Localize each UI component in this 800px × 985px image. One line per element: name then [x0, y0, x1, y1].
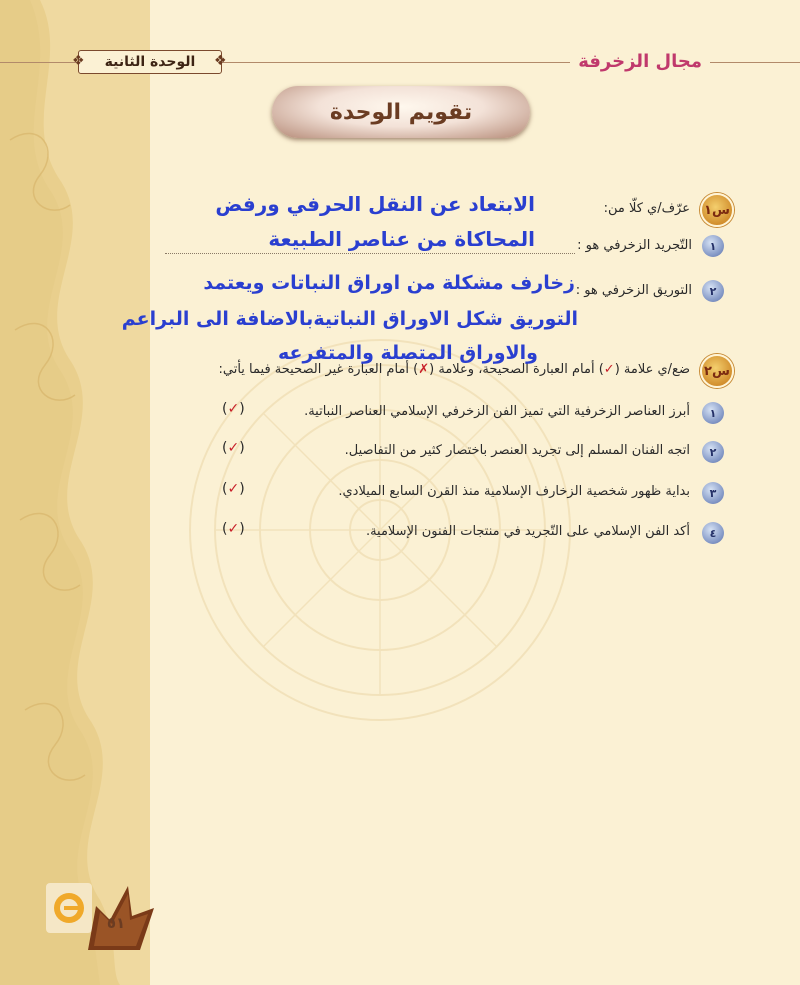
answer-mark: (✓)	[222, 440, 245, 456]
check-mark-icon: ✓	[603, 362, 615, 377]
cross-mark-icon: ✗	[418, 362, 430, 377]
statement-text: اتجه الفنان المسلم إلى تجريد العنصر باختصار كثير من التفاصيل.	[344, 443, 690, 458]
statement-text: بداية ظهور شخصية الزخارف الإسلامية منذ القرن السابع الميلادي.	[338, 484, 690, 499]
page-number: ٥١	[106, 914, 126, 932]
answer-line	[165, 252, 575, 254]
question-1-prompt: عرّف/ي كلّا من:	[603, 201, 690, 216]
statement-text: أبرز العناصر الزخرفية التي تميز الفن الزخرفي الإسلامي العناصر النباتية.	[304, 404, 690, 419]
question-badge: س١	[700, 193, 734, 227]
decorative-left-band	[0, 0, 150, 985]
answer-mark: (✓)	[222, 481, 245, 497]
field-label: مجال الزخرفة	[570, 51, 710, 72]
unit-label: الوحدة الثانية	[104, 54, 196, 70]
item-number-icon: ١	[702, 235, 724, 257]
answer-mark: (✓)	[222, 401, 245, 417]
item-number-icon: ١	[702, 402, 724, 424]
check-mark-icon: ✓	[227, 521, 240, 537]
statement-text: أكد الفن الإسلامي على التّجريد في منتجات الفنون الإسلامية.	[365, 524, 690, 539]
unit-label-box	[70, 44, 230, 80]
handwritten-answer: المحاكاة من عناصر الطبيعة	[268, 227, 535, 251]
item-number-icon: ٣	[702, 482, 724, 504]
handwritten-answer: زخارف مشكلة من اوراق النباتات ويعتمد	[203, 272, 575, 294]
publisher-logo-icon	[46, 883, 92, 933]
answer-mark: (✓)	[222, 521, 245, 537]
check-mark-icon: ✓	[227, 481, 240, 497]
check-mark-icon: ✓	[227, 440, 240, 456]
page-title-pill	[272, 86, 530, 138]
question-badge: س٢	[700, 354, 734, 388]
check-mark-icon: ✓	[227, 401, 240, 417]
item-number-icon: ٤	[702, 522, 724, 544]
ornament-icon: ❖	[214, 53, 227, 69]
handwritten-answer: الابتعاد عن النقل الحرفي ورفض	[215, 192, 535, 216]
handwritten-answer: التوريق شكل الاوراق النباتيةبالاضافة الى البراعم	[121, 308, 578, 330]
item-number-icon: ٢	[702, 280, 724, 302]
item-number-icon: ٢	[702, 441, 724, 463]
item-label: التّجريد الزخرفي هو :	[577, 238, 692, 253]
handwritten-answer: والاوراق المتصلة والمتفرعه	[277, 342, 538, 364]
arabesque-pattern	[0, 0, 150, 985]
ornament-icon: ❖	[72, 53, 85, 69]
item-label: التوريق الزخرفي هو :	[575, 283, 692, 298]
page-title: تقويم الوحدة	[329, 99, 473, 125]
question-2-prompt: ضع/ي علامة (✓) أمام العبارة الصحيحة، وعلامة (✗) أمام العبارة غير الصحيحة فيما يأتي:	[218, 362, 690, 377]
